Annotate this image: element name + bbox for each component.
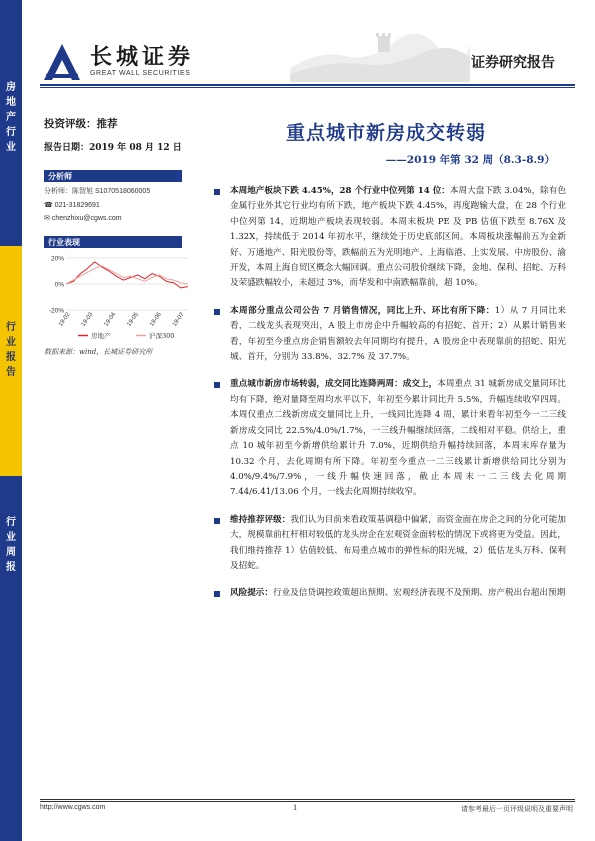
body-paragraph xyxy=(214,304,566,366)
email-icon: ✉ xyxy=(44,215,52,222)
body-paragraph xyxy=(214,184,566,292)
paragraph-text: 行业及信贷调控政策超出预期、宏观经济表现不及预期、房产税出台超出预期 xyxy=(272,588,566,599)
body-paragraph xyxy=(214,586,566,601)
square-bullet-icon xyxy=(214,189,220,195)
square-bullet-icon xyxy=(214,591,220,597)
logo-mark-icon xyxy=(40,40,84,84)
logo-text-cn: 长城证券 xyxy=(90,44,195,70)
paragraph-lead: 本周地产板块下跌 4.45%，28 个行业中位列第 14 位： xyxy=(230,186,450,196)
phone-icon: ☎ xyxy=(44,202,55,209)
sector-top-char: 产 xyxy=(6,112,16,123)
logo-text-en: GREAT WALL SECURITIES xyxy=(90,70,191,77)
header-rule xyxy=(40,84,575,88)
paragraph-lead: 本周部分重点公司公告 7 月销售情况，同比上升、环比有所下降： xyxy=(230,305,495,316)
analyst-name: 分析师：陈智旭 S1070518060005 xyxy=(44,188,151,195)
square-bullet-icon xyxy=(214,309,220,315)
chart-x-tick-label: 19-06 xyxy=(149,311,163,328)
investment-rating: 投资评级：推荐 xyxy=(44,118,118,130)
analyst-section-header: 分析师 xyxy=(44,170,182,182)
analyst-email-row xyxy=(44,214,122,222)
data-source-note: 数据来源：wind，长城证券研究所 xyxy=(44,348,153,356)
sector-label-top xyxy=(0,80,22,200)
chart-x-tick-label: 19-07 xyxy=(171,311,186,328)
chart-legend-label: 房地产 xyxy=(91,332,111,340)
sector-top-char: 业 xyxy=(6,142,16,153)
report-subtitle: ——2019 年第 32 周（8.3-8.9） xyxy=(385,154,555,166)
sector-mid-char: 业 xyxy=(6,337,16,348)
paragraph-lead: 风险提示： xyxy=(230,588,273,599)
body-paragraph xyxy=(214,377,566,500)
footer-rule xyxy=(40,799,575,800)
performance-chart xyxy=(44,252,192,344)
page-number: 1 xyxy=(293,804,298,812)
sector-mid-char: 报 xyxy=(6,352,16,363)
sector-bottom-char: 报 xyxy=(6,562,16,573)
report-body xyxy=(214,184,566,614)
great-wall-watermark-icon xyxy=(290,20,470,82)
sector-bottom-char: 行 xyxy=(6,517,16,528)
square-bullet-icon xyxy=(214,518,220,524)
chart-x-tick-label: 19-02 xyxy=(57,311,72,328)
performance-section-header: 行业表现 xyxy=(44,236,182,248)
chart-x-tick-label: 19-04 xyxy=(103,311,118,328)
sector-top-char: 地 xyxy=(6,97,16,108)
chart-legend-label: 沪深300 xyxy=(149,332,175,340)
sector-label-mid xyxy=(0,246,22,476)
footer-disclaimer-note: 请参考最后一页评级说明及重要声明 xyxy=(461,805,573,813)
report-title: 重点城市新房成交转弱 xyxy=(286,122,487,144)
paragraph-text: 本周重点 31 城新房成交量同环比均有下降，绝对量降至周均水平以下，年初至今累计同比升 5.5%，升幅连续收窄四周。本周仅重点二线新房成交量同比上升，一线同比连降 4 周，累计来看年初至今一二三线新房成交同比 22.5%/4.0%/1.7%，一三线升幅继续回落，二线相对平稳。供给上，重点 10 城年初至今新增供给累计升 7.0%，近期供给升幅持续回落，本周末库存量为 10.32 个月，去化周期有所下降。年初至今重点一二三线累计新增供给同比分别为 4.0%/9.4%/7.9%，一线升幅快速回落，截止本周末一二三线去化周期 7.44/6.41/13.06 个月，一线去化周期持续收窄。 xyxy=(230,379,566,498)
paragraph-text: 我们认为目前来看政策基调稳中偏紧，而资金面在房企之间的分化可能加大，规模靠前杠杆相对较低的龙头房企在宏观资金面转松的情况下或将更为受益。因此，我们维持推荐 1）估值较低、布局重点城市的弹性标的阳光城，2）低估龙头万科、保利及招蛇。 xyxy=(230,514,566,571)
footer-url[interactable]: http://www.cgws.com xyxy=(40,804,106,811)
footer-rule-secondary xyxy=(40,801,575,802)
paragraph-text: 本周大盘下跌 3.04%，除有色金属行业外其它行业均有所下跌，地产板块下跌 4.45%，再度跑输大盘，在 28 个行业中位列第 14，近期地产板块表现较弱。本周末板块 PE 及 PB 估值下跌至 8.76X 及 1.32X，持续低于 2014 年初水平，继续处于历史底部区间。本周板块涨幅前五为金新好、万通地产、阳光股份等，跌幅前五为光明地产、上海临港、上实发展、中房股份、渝开发，本周上海自贸区概念大幅回调。重点公司股价继续下降，金地、保利、招蛇、万科及荣盛跌幅较小，未超过 3%，而华发和中南跌幅靠前，超 10%。 xyxy=(230,186,566,289)
chart-y-tick-label: 0% xyxy=(54,281,64,289)
sector-mid-char: 告 xyxy=(6,367,16,378)
paragraph-lead: 重点城市新房市场转弱，成交同比连降两周：成交上， xyxy=(230,379,438,390)
sector-top-char: 行 xyxy=(6,127,16,138)
report-type-label: 证券研究报告 xyxy=(471,55,555,71)
chart-y-tick-label: -20% xyxy=(48,307,64,315)
paragraph-lead: 维持推荐评级： xyxy=(230,514,291,525)
chart-series-line xyxy=(66,266,188,284)
analyst-email[interactable]: chenzhixu@cgws.com xyxy=(51,215,122,222)
performance-chart-svg xyxy=(44,252,192,344)
analyst-phone-row xyxy=(44,201,100,209)
analyst-phone: 021-31829691 xyxy=(54,202,100,209)
sector-bottom-char: 业 xyxy=(6,532,16,543)
sector-top-char: 房 xyxy=(6,82,16,93)
body-paragraph xyxy=(214,513,566,575)
chart-x-tick-label: 19-03 xyxy=(80,311,95,328)
paragraph-text: 1）从 7 月同比来看，二线龙头表现突出，A 股上市房企中升幅较高的有招蛇、首开；2）从累计销售来看，年初至今重点房企销售额较去年同期均有提升，A 股房企中表现靠前的招蛇、阳光城、首开，分别为 33.8%、32.7% 及 37.7%。 xyxy=(230,305,566,363)
report-date: 报告日期：2019 年 08 月 12 日 xyxy=(44,143,182,153)
chart-x-tick-label: 19-05 xyxy=(126,311,141,328)
sector-label-bottom xyxy=(0,495,22,615)
sector-mid-char: 行 xyxy=(6,322,16,333)
chart-y-tick-label: 20% xyxy=(50,255,64,263)
logo xyxy=(40,40,220,84)
square-bullet-icon xyxy=(214,382,220,388)
sector-bottom-char: 周 xyxy=(6,547,16,558)
